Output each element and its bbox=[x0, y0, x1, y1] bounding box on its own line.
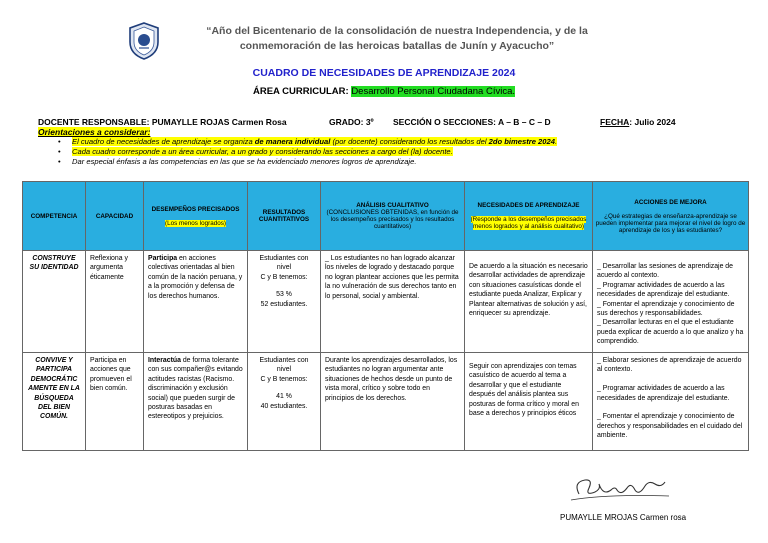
desempeno-text: en acciones colectivas orientadas al bien común de la nación peruana, y a la promoción y defensa de los derechos humanos. bbox=[148, 255, 243, 300]
desempeno-verb: Participa bbox=[148, 255, 178, 262]
header-necesidades bbox=[465, 182, 593, 251]
header-desempenos-title: DESEMPEÑOS PRECISADOS bbox=[151, 205, 240, 213]
school-crest-icon bbox=[128, 22, 160, 60]
orientation-text: Dar especial énfasis a las competencias en las que se ha evidenciado menores logros de aprendizaje. bbox=[72, 157, 417, 166]
orientation-text: El cuadro de necesidades de aprendizaje se organiza bbox=[72, 137, 255, 146]
cell-competencia: CONSTRUYE SU IDENTIDAD bbox=[23, 251, 86, 353]
orientation-emphasis: 2do bimestre 2024 bbox=[488, 137, 555, 146]
cell-resultados bbox=[248, 353, 321, 451]
header-capacidad: CAPACIDAD bbox=[86, 182, 144, 251]
area-value: Desarrollo Personal Ciudadana Cívica. bbox=[351, 86, 516, 97]
cell-analisis: Durante los aprendizajes desarrollados, los estudiantes no logran argumentar ante situaciones de hechos desde un punto de vista moral, crítico y sobre todo en principios de los derechos. bbox=[321, 353, 465, 451]
orientations-title: Orientaciones a considerar: bbox=[38, 127, 151, 137]
result-percent: 53 % bbox=[276, 291, 292, 299]
header-analisis-title: ANÁLISIS CUALITATIVO bbox=[356, 202, 429, 209]
area-curricular bbox=[0, 86, 768, 97]
date-value: : Julio 2024 bbox=[629, 117, 676, 127]
orientation-item bbox=[58, 157, 738, 167]
table-row bbox=[23, 251, 749, 353]
header-desempenos bbox=[144, 182, 248, 251]
orientation-text: (por docente) considerando los resultados del bbox=[330, 137, 489, 146]
header-desempenos-sub: (Los menos logrados) bbox=[165, 219, 226, 227]
header-competencia: COMPETENCIA bbox=[23, 182, 86, 251]
header-acciones-title: ACCIONES DE MEJORA bbox=[634, 198, 707, 206]
cell-resultados bbox=[248, 251, 321, 353]
table-header-row bbox=[23, 182, 749, 251]
signature-name: PUMAYLLE MROJAS Carmen rosa bbox=[560, 513, 687, 522]
result-line: C y B tenemos: bbox=[260, 375, 308, 383]
necesidades-text: Seguir con aprendizajes con temas casuístico de acuerdo al tema a desarrollar y que el estudiante después del análisis plantea sus posturas de forma crítico y moral en base a derechos y principios éticos bbox=[469, 363, 579, 418]
desempeno-verb: Interactúa bbox=[148, 357, 181, 364]
cell-desempeno bbox=[144, 353, 248, 451]
header-necesidades-sub: (Responde a los desempeños precisados menos logrados y al análisis cualitativo) bbox=[470, 216, 587, 230]
cell-competencia: CONVIVE Y PARTICIPA DEMOCRÁTIC AMENTE EN LA BÚSQUEDA DEL BIEN COMÚN. bbox=[23, 353, 86, 451]
necesidades-text: De acuerdo a la situación es necesario desarrollar actividades de aprendizaje con situaciones casuísticas donde el estudiante pueda Analizar, Explicar y Plantear alternativas de solución y así, enriquecer su aprendizaje. bbox=[469, 263, 588, 318]
result-count: 40 estudiantes. bbox=[260, 402, 308, 410]
acciones-text: _ Elaborar sesiones de aprendizaje de acuerdo al contexto. _ Programar actividades de acuerdo a las necesidades de aprendizaje del estudiante. _ Fomentar el aprendizaje y conocimiento de derechos y responsabilidades en el cuidado del ambiente. bbox=[597, 357, 743, 440]
result-line: Estudiantes con nivel bbox=[259, 357, 309, 374]
table-row bbox=[23, 353, 749, 451]
cell-analisis: _ Los estudiantes no han logrado alcanzar los niveles de logrado y destacado porque no logran plantear acciones que les permita la no vulneración de sus derechos tanto en lo personal, social y ambiental. bbox=[321, 251, 465, 353]
desempeno-text: de forma tolerante con sus compañer@s evitando actitudes racistas (Racismo. discriminación y exclusión social) que pueden surgir de posturas basadas en estereotipos y prejuicios. bbox=[148, 357, 243, 421]
header-necesidades-title: NECESIDADES DE APRENDIZAJE bbox=[477, 202, 580, 209]
cell-acciones bbox=[593, 251, 749, 353]
learning-needs-table bbox=[22, 181, 749, 451]
header-motto: “Año del Bicentenario de la consolidación de nuestra Independencia, y de la conmemoración de las heroicas batallas de Junín y Ayacucho” bbox=[206, 25, 588, 52]
date bbox=[600, 117, 676, 127]
result-count: 52 estudiantes. bbox=[260, 300, 308, 308]
orientations-list bbox=[58, 137, 738, 167]
date-label: FECHA bbox=[600, 117, 630, 127]
document-title: CUADRO DE NECESIDADES DE APRENDIZAJE 2024 bbox=[252, 67, 516, 79]
header-analisis bbox=[321, 182, 465, 251]
area-label: ÁREA CURRICULAR: bbox=[252, 86, 349, 97]
orientation-item bbox=[58, 137, 738, 147]
header-acciones-sub: ¿Qué estrategias de enseñanza-aprendizaje se pueden implementar para mejorar el nivel de logro de aprendizaje de los y las estudiantes? bbox=[595, 212, 746, 234]
header-analisis-sub: (CONCLUSIONES OBTENIDAS, en función de los desempeños precisados y los resultados cuantitativos) bbox=[326, 209, 459, 230]
acciones-text: _ Desarrollar las sesiones de aprendizaje de acuerdo al contexto. _ Programar actividades de acuerdo a las necesidades de aprendizaje del estudiante. _ Fomentar el aprendizaje y conocimiento de sus derechos y responsabilidades. _ Desarrollar lecturas en el que el estudiante pueda explicar de acuerdo a lo que analizo y ha comprendido. bbox=[597, 263, 744, 346]
cell-necesidades bbox=[465, 353, 593, 451]
result-line: Estudiantes con nivel bbox=[259, 255, 309, 272]
result-line: C y B tenemos: bbox=[260, 273, 308, 281]
grade: GRADO: 3º bbox=[329, 117, 374, 127]
cell-necesidades bbox=[465, 251, 593, 353]
sections: SECCIÓN O SECCIONES: A – B – C – D bbox=[393, 117, 551, 127]
header-resultados: RESULTADOS CUANTITATIVOS bbox=[248, 182, 321, 251]
handwritten-signature-icon bbox=[565, 474, 675, 504]
cell-acciones bbox=[593, 353, 749, 451]
cell-capacidad: Participa en acciones que promueven el bien común. bbox=[86, 353, 144, 451]
orientation-text: Cada cuadro corresponde a un área curricular, a un grado y considerando las secciones a cargo del (la) docente. bbox=[72, 147, 453, 156]
teacher-name: DOCENTE RESPONSABLE: PUMAYLLE ROJAS Carmen Rosa bbox=[38, 117, 287, 127]
cell-capacidad: Reflexiona y argumenta éticamente bbox=[86, 251, 144, 353]
result-percent: 41 % bbox=[276, 393, 292, 401]
header-acciones bbox=[593, 182, 749, 251]
orientation-text: . bbox=[554, 137, 558, 146]
orientation-item bbox=[58, 147, 738, 157]
orientation-emphasis: de manera individual bbox=[254, 137, 331, 146]
cell-desempeno bbox=[144, 251, 248, 353]
